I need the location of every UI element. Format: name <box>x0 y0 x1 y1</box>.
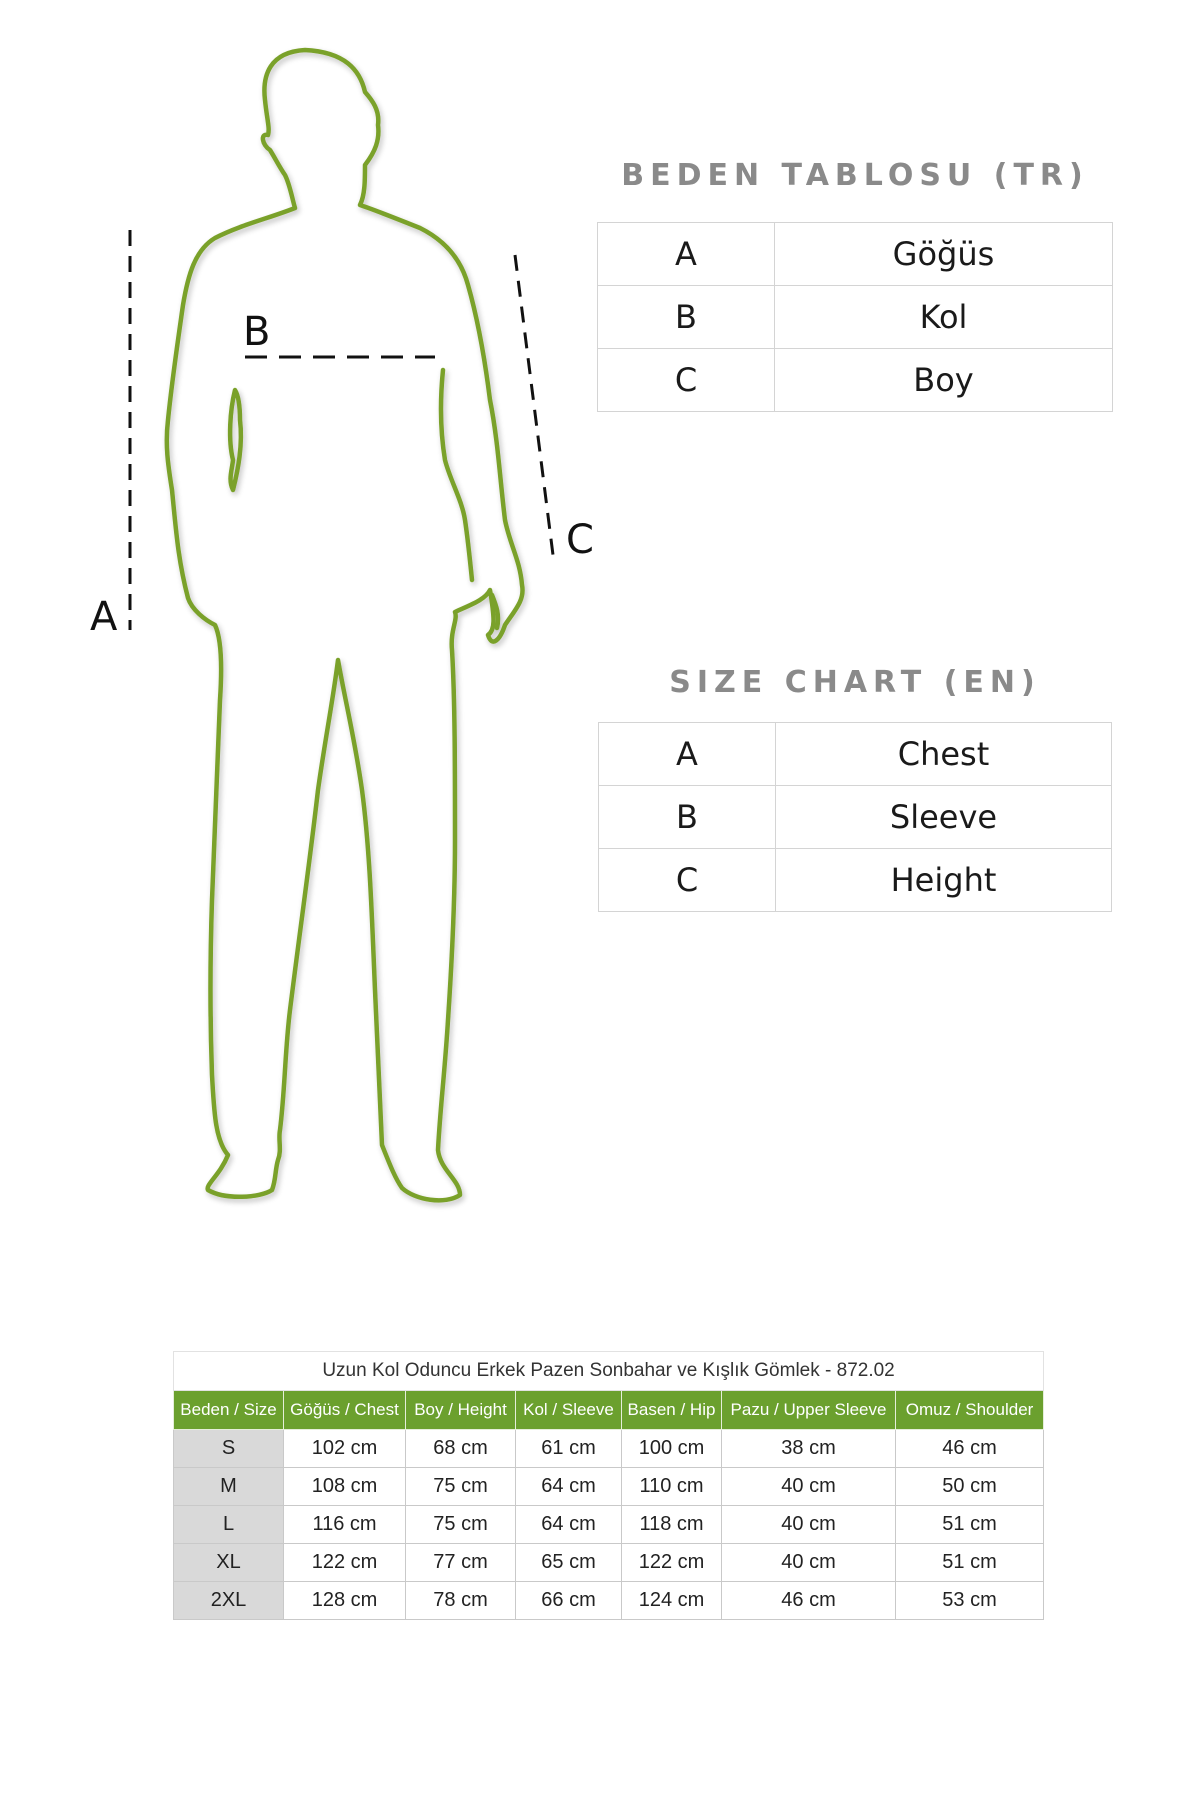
column-header: Göğüs / Chest <box>284 1391 406 1430</box>
table-cell: 116 cm <box>284 1506 406 1544</box>
legend-en-row <box>599 849 1112 912</box>
size-cell: XL <box>174 1544 284 1582</box>
legend-tr-row <box>598 286 1113 349</box>
legend-en-table <box>598 722 1112 912</box>
legend-value: Boy <box>775 349 1113 412</box>
column-header: Kol / Sleeve <box>516 1391 622 1430</box>
legend-value: Sleeve <box>776 786 1112 849</box>
table-cell: 51 cm <box>896 1544 1044 1582</box>
size-cell: S <box>174 1430 284 1468</box>
table-cell: 75 cm <box>406 1506 516 1544</box>
size-cell: L <box>174 1506 284 1544</box>
legend-en-title: SIZE CHART (EN) <box>669 665 1041 700</box>
table-cell: 40 cm <box>722 1506 896 1544</box>
table-cell: 102 cm <box>284 1430 406 1468</box>
legend-value: Chest <box>776 723 1112 786</box>
table-cell: 122 cm <box>284 1544 406 1582</box>
marker-c-label: C <box>566 517 594 563</box>
legend-key: A <box>598 223 775 286</box>
legend-key: B <box>598 286 775 349</box>
legend-en-row <box>599 723 1112 786</box>
legend-en-row <box>599 786 1112 849</box>
table-row <box>174 1430 1044 1468</box>
size-cell: 2XL <box>174 1582 284 1620</box>
column-header: Beden / Size <box>174 1391 284 1430</box>
table-cell: 100 cm <box>622 1430 722 1468</box>
size-cell: M <box>174 1468 284 1506</box>
column-header: Pazu / Upper Sleeve <box>722 1391 896 1430</box>
legend-tr-table <box>597 222 1113 412</box>
table-row <box>174 1468 1044 1506</box>
table-cell: 128 cm <box>284 1582 406 1620</box>
table-cell: 46 cm <box>896 1430 1044 1468</box>
legend-key: C <box>598 349 775 412</box>
table-cell: 78 cm <box>406 1582 516 1620</box>
legend-key: A <box>599 723 776 786</box>
table-cell: 51 cm <box>896 1506 1044 1544</box>
legend-tr-row <box>598 223 1113 286</box>
marker-c-line <box>515 255 553 555</box>
size-table-caption: Uzun Kol Oduncu Erkek Pazen Sonbahar ve Kışlık Gömlek - 872.02 <box>174 1352 1044 1391</box>
table-cell: 118 cm <box>622 1506 722 1544</box>
column-header: Basen / Hip <box>622 1391 722 1430</box>
table-cell: 65 cm <box>516 1544 622 1582</box>
column-header: Omuz / Shoulder <box>896 1391 1044 1430</box>
table-cell: 108 cm <box>284 1468 406 1506</box>
table-cell: 53 cm <box>896 1582 1044 1620</box>
legend-key: C <box>599 849 776 912</box>
table-cell: 68 cm <box>406 1430 516 1468</box>
table-cell: 75 cm <box>406 1468 516 1506</box>
table-cell: 124 cm <box>622 1582 722 1620</box>
table-row <box>174 1544 1044 1582</box>
table-cell: 64 cm <box>516 1506 622 1544</box>
table-cell: 122 cm <box>622 1544 722 1582</box>
size-table-header-row <box>174 1391 1044 1430</box>
table-row <box>174 1506 1044 1544</box>
legend-key: B <box>599 786 776 849</box>
table-cell: 40 cm <box>722 1468 896 1506</box>
column-header: Boy / Height <box>406 1391 516 1430</box>
table-cell: 66 cm <box>516 1582 622 1620</box>
table-cell: 77 cm <box>406 1544 516 1582</box>
legend-value: Height <box>776 849 1112 912</box>
table-cell: 40 cm <box>722 1544 896 1582</box>
body-outline <box>167 50 523 1200</box>
size-table <box>173 1351 1044 1620</box>
table-cell: 38 cm <box>722 1430 896 1468</box>
legend-value: Göğüs <box>775 223 1113 286</box>
marker-a-label: A <box>90 594 118 640</box>
table-cell: 46 cm <box>722 1582 896 1620</box>
table-cell: 64 cm <box>516 1468 622 1506</box>
legend-value: Kol <box>775 286 1113 349</box>
table-row <box>174 1582 1044 1620</box>
table-cell: 61 cm <box>516 1430 622 1468</box>
table-cell: 110 cm <box>622 1468 722 1506</box>
size-table-container <box>173 1351 1043 1620</box>
legend-tr-title: BEDEN TABLOSU (TR) <box>621 158 1089 193</box>
table-cell: 50 cm <box>896 1468 1044 1506</box>
marker-b-label: B <box>243 309 271 355</box>
legend-tr-row <box>598 349 1113 412</box>
